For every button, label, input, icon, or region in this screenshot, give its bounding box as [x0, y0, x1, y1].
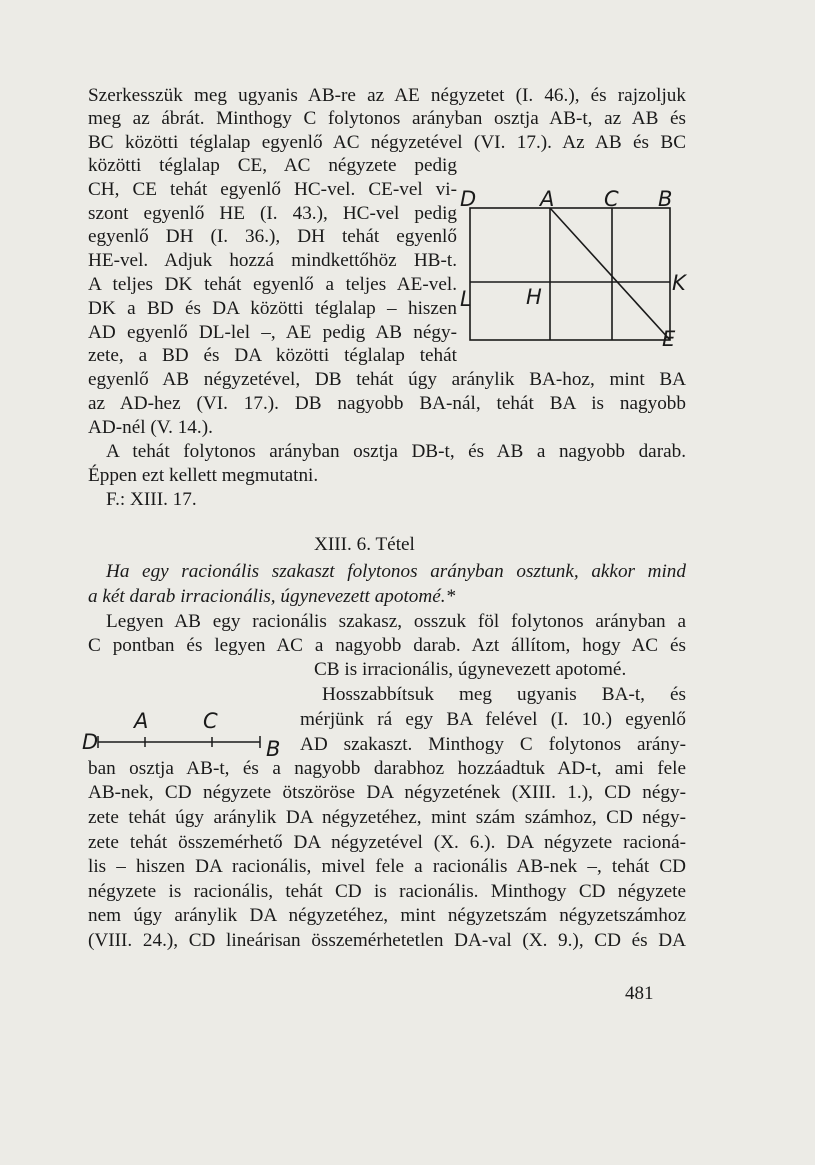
text-line: zete, a BD és DA közötti téglalap tehát: [88, 345, 457, 366]
text-line: az AD-hez (VI. 17.). DB nagyobb BA-nál, tehát BA is nagyobb: [88, 393, 686, 414]
text-line: Szerkesszük meg ugyanis AB-re az AE négyzetet (I. 46.), és rajzoljuk: [88, 85, 686, 106]
text-line: zete tehát úgy aránylik DA négyzetéhez, mint szám számhoz, CD négy-: [88, 807, 686, 828]
outer-rectangle: [470, 208, 670, 340]
text-line: CH, CE tehát egyenlő HC-vel. CE-vel vi-: [88, 179, 457, 200]
square-construction-figure: [460, 188, 700, 348]
text-line: AD egyenlő DL-lel –, AE pedig AB négy-: [88, 322, 457, 343]
text-line: Legyen AB egy racionális szakasz, osszuk föl folytonos arányban a: [106, 611, 686, 632]
label-h: H: [526, 285, 542, 309]
text-line: A tehát folytonos arányban osztja DB-t, és AB a nagyobb darab.: [106, 441, 686, 462]
text-line: közötti téglalap CE, AC négyzete pedig: [88, 155, 457, 176]
text-line: AD-nél (V. 14.).: [88, 417, 213, 438]
text-line: AB-nek, CD négyzete ötszöröse DA négyzetének (XIII. 1.), CD négy-: [88, 782, 686, 803]
text-line: zete tehát összemérhető DA négyzetével (X. 6.). DA négyzete racioná-: [88, 832, 686, 853]
theorem-heading: XIII. 6. Tétel: [314, 534, 415, 555]
text-line: egyenlő AB négyzetével, DB tehát úgy aránylik BA-hoz, mint BA: [88, 369, 686, 390]
text-line: (VIII. 24.), CD lineárisan összemérhetetlen DA-val (X. 9.), CD és DA: [88, 930, 686, 951]
text-line: négyzete is racionális, tehát CD is racionális. Minthogy CD négyzete: [88, 881, 686, 902]
text-line: C pontban és legyen AC a nagyobb darab. Azt állítom, hogy AC és: [88, 635, 686, 656]
text-line: Éppen ezt kellett megmutatni.: [88, 465, 319, 486]
label-d: D: [82, 730, 99, 754]
text-line: szont egyenlő HE (I. 43.), HC-vel pedig: [88, 203, 457, 224]
theorem-statement: Ha egy racionális szakaszt folytonos arányban osztunk, akkor mind: [106, 561, 686, 582]
label-l: L: [460, 287, 472, 311]
diagonal-line: [550, 208, 670, 340]
text-line: mérjünk rá egy BA felével (I. 10.) egyenlő: [300, 709, 686, 730]
label-d: D: [460, 188, 477, 211]
text-line: F.: XIII. 17.: [106, 489, 197, 510]
text-line: egyenlő DH (I. 36.), DH tehát egyenlő: [88, 226, 457, 247]
label-e: E: [662, 327, 676, 348]
label-b: B: [266, 737, 281, 758]
label-a: A: [134, 709, 149, 733]
text-line: nem úgy aránylik DA négyzetéhez, mint négyzetszám négyzetszámhoz: [88, 905, 686, 926]
label-a: A: [540, 188, 555, 211]
label-c: C: [604, 188, 619, 211]
text-line: ban osztja AB-t, és a nagyobb darabhoz hozzáadtuk AD-t, ami fele: [88, 758, 686, 779]
text-line: HE-vel. Adjuk hozzá mindkettőhöz HB-t.: [88, 250, 457, 271]
text-line: DK a BD és DA közötti téglalap – hiszen: [88, 298, 457, 319]
segment-figure: [82, 706, 282, 758]
theorem-statement: a két darab irracionális, úgynevezett apotomé.*: [88, 586, 456, 607]
text-line: CB is irracionális, úgynevezett apotomé.: [314, 659, 627, 680]
text-line: lis – hiszen DA racionális, mivel fele a racionális AB-nek –, tehát CD: [88, 856, 686, 877]
text-line: A teljes DK tehát egyenlő a teljes AE-vel.: [88, 274, 457, 295]
label-k: K: [672, 271, 686, 295]
text-line: meg az ábrát. Minthogy C folytonos arányban osztja AB-t, az AB és: [88, 108, 686, 129]
label-b: B: [658, 188, 673, 211]
text-line: AD szakaszt. Minthogy C folytonos arány-: [300, 734, 686, 755]
text-line: BC közötti téglalap egyenlő AC négyzetével (VI. 17.). Az AB és BC: [88, 132, 686, 153]
page-number: 481: [625, 983, 654, 1004]
text-line: Hosszabbítsuk meg ugyanis BA-t, és: [322, 684, 686, 705]
label-c: C: [203, 709, 218, 733]
